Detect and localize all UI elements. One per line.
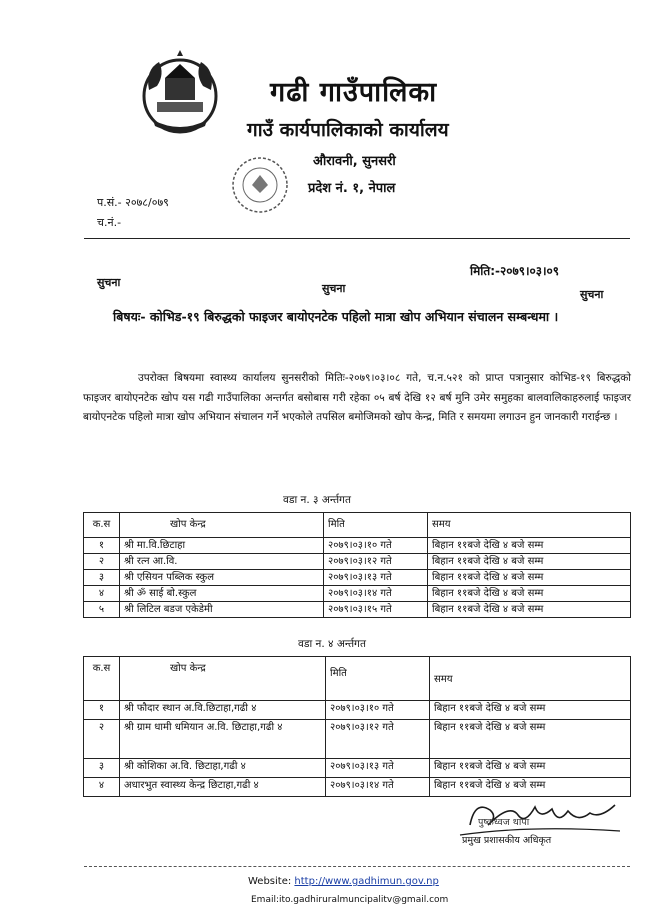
cell-sn: ५ (84, 602, 120, 618)
signatory-name: पुष्कध्वज थापा (478, 817, 530, 828)
document-date: मिति:-२०७९।०३।०९ (470, 264, 560, 278)
table-row (84, 720, 631, 759)
cell-time: बिहान ११बजे देखि ४ बजे सम्म (428, 554, 631, 570)
table-header-row (84, 513, 631, 538)
cell-sn: ३ (84, 570, 120, 586)
table-row (84, 602, 631, 618)
cell-sn: १ (84, 701, 120, 720)
cell-date: २०७९।०३।१० गते (324, 538, 428, 554)
ward4-table (83, 656, 631, 797)
notice-label: सुचना (580, 288, 604, 301)
cell-time: बिहान ११बजे देखि ४ बजे सम्म (430, 759, 631, 778)
website-link[interactable]: http://www.gadhimun.gov.np (294, 876, 439, 887)
footer-divider (84, 866, 630, 867)
table-row (84, 570, 631, 586)
cell-time: बिहान ११बजे देखि ४ बजे सम्म (430, 720, 631, 759)
cell-date: २०७९।०३।१० गते (326, 701, 430, 720)
cell-time: बिहान ११बजे देखि ४ बजे सम्म (428, 538, 631, 554)
header-divider (84, 238, 630, 239)
website-label: Website: (248, 876, 295, 887)
cell-date: २०७९।०३।१३ गते (326, 759, 430, 778)
cell-time: बिहान ११बजे देखि ४ बजे सम्म (430, 701, 631, 720)
reference-chn: च.नं.- (97, 216, 122, 229)
body-paragraph: उपरोक्त बिषयमा स्वास्थ्य कार्यालय सुनसरीको मितिः-२०७९।०३।०८ गते, च.न.५२१ को प्राप्त पत्रानुसार कोभिड-१९ बिरुद्धको फाइजर बायोएनटेक खोप यस गढी गाउँपालिका अन्तर्गत बसोबास गरी रहेका ०५ बर्ष देखि १२ बर्ष मुनि उमेर समुहका बालवालिकाहरुलाई फाइजर बायोएनटेक पहिलो मात्रा खोप अभियान संचालन गर्ने भएकोले तपसिल बमोजिमको खोप केन्द्र, मिति र समयमा लगाउन हुन जानकारी गराईन्छ । (83, 372, 631, 424)
cell-center: श्री ॐ साई बो.स्कुल (120, 586, 324, 602)
office-province: प्रदेश नं. १, नेपाल (308, 181, 396, 196)
ward4-title: वडा न. ४ अर्न्तगत (298, 638, 366, 650)
cell-center: श्री रत्न आ.वि. (120, 554, 324, 570)
office-name: गढी गाउँपालिका (270, 77, 438, 108)
column-header: मिति (326, 657, 430, 701)
cell-time: बिहान ११बजे देखि ४ बजे सम्म (428, 586, 631, 602)
column-header: मिति (324, 513, 428, 538)
notice-label: सुचना (97, 276, 121, 289)
footer-email[interactable]: Email:ito.gadhiruralmuncipalitv@gmail.com (251, 895, 449, 905)
column-header: क.स (84, 513, 120, 538)
column-header: खोप केन्द्र (120, 657, 326, 701)
table-row (84, 554, 631, 570)
table-row (84, 759, 631, 778)
office-seal-icon (230, 155, 290, 215)
office-subtitle: गाउँ कार्यपालिकाको कार्यालय (247, 119, 449, 141)
ward3-title: वडा न. ३ अर्न्तगत (283, 494, 351, 506)
subject-line: बिषयः- कोभिड-१९ बिरुद्धको फाइजर बायोएनटेक पहिलो मात्रा खोप अभियान संचालन सम्बन्धमा । (113, 309, 559, 324)
cell-center: अधारभुत स्वास्थ्य केन्द्र छिटाहा,गढी ४ (120, 778, 326, 797)
column-header: समय (430, 657, 631, 701)
cell-sn: १ (84, 538, 120, 554)
reference-ps: प.सं.- २०७८/०७९ (97, 196, 169, 209)
cell-sn: ३ (84, 759, 120, 778)
cell-sn: २ (84, 720, 120, 759)
table-row (84, 586, 631, 602)
cell-sn: ४ (84, 586, 120, 602)
office-address: औरावनी, सुनसरी (313, 154, 396, 169)
cell-time: बिहान ११बजे देखि ४ बजे सम्म (428, 570, 631, 586)
cell-center: श्री मा.वि.छिटाहा (120, 538, 324, 554)
cell-date: २०७९।०३।१३ गते (324, 570, 428, 586)
cell-date: २०७९।०३।१५ गते (324, 602, 428, 618)
cell-date: २०७९।०३।१४ गते (324, 586, 428, 602)
column-header: क.स (84, 657, 120, 701)
cell-center: श्री ग्राम धामी धमियान अ.वि. छिटाहा,गढी ४ (120, 720, 326, 759)
table-row (84, 778, 631, 797)
cell-sn: २ (84, 554, 120, 570)
table-row (84, 701, 631, 720)
notice-label: सुचना (322, 282, 346, 295)
cell-center: श्री एसियन पब्लिक स्कुल (120, 570, 324, 586)
cell-date: २०७९।०३।१२ गते (326, 720, 430, 759)
cell-date: २०७९।०३।१४ गते (326, 778, 430, 797)
nepal-government-emblem-icon (135, 50, 225, 136)
cell-center: श्री लिटिल बडज एकेडेमी (120, 602, 324, 618)
ward3-table (83, 512, 631, 618)
cell-center: श्री कोशिका अ.वि. छिटाहा,गढी ४ (120, 759, 326, 778)
column-header: समय (428, 513, 631, 538)
signatory-title: प्रमुख प्रशासकीय अधिकृत (462, 835, 552, 846)
footer-website (248, 876, 439, 887)
cell-time: बिहान ११बजे देखि ४ बजे सम्म (430, 778, 631, 797)
column-header: खोप केन्द्र (120, 513, 324, 538)
cell-center: श्री फौदार स्थान अ.वि.छिटाहा,गढी ४ (120, 701, 326, 720)
cell-date: २०७९।०३।१२ गते (324, 554, 428, 570)
cell-time: बिहान ११बजे देखि ४ बजे सम्म (428, 602, 631, 618)
cell-sn: ४ (84, 778, 120, 797)
table-header-row (84, 657, 631, 701)
table-row (84, 538, 631, 554)
